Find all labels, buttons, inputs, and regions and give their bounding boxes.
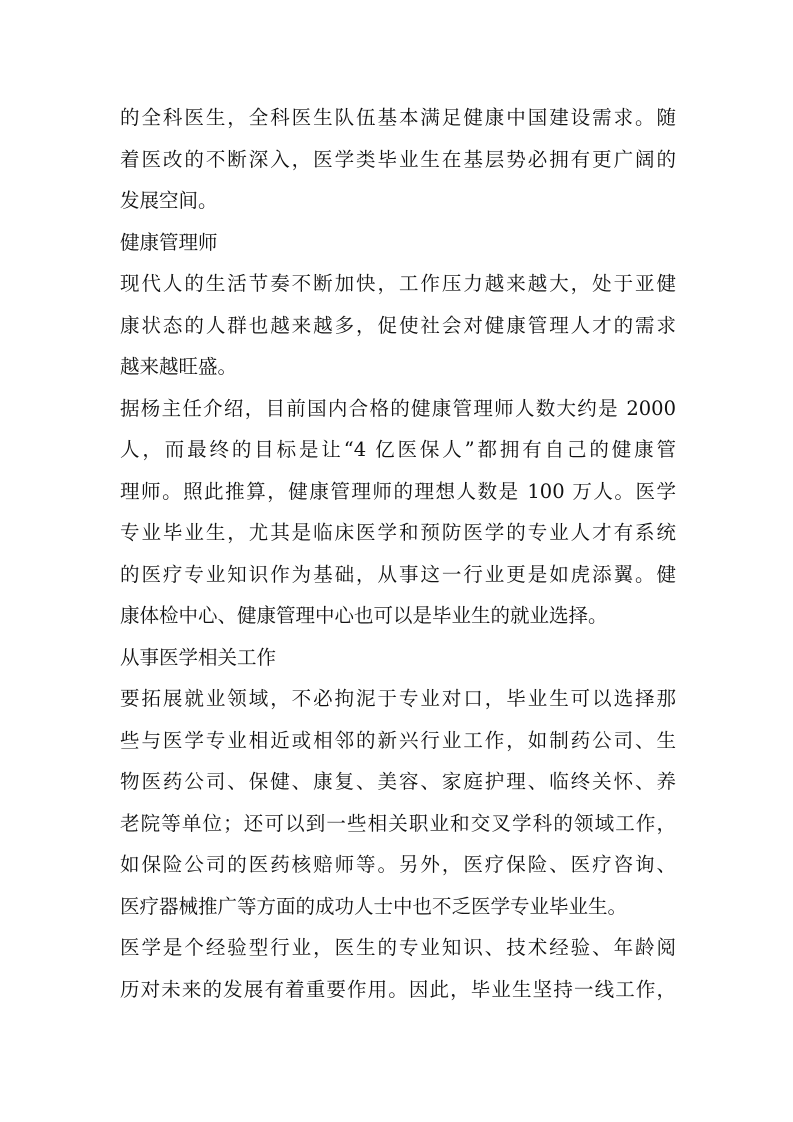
text-line: 历对未来的发展有着重要作用。因此，毕业生坚持一线工作， [120, 977, 676, 1001]
text-line: 从事医学相关工作 [120, 645, 277, 669]
text-line: 物医药公司、保健、康复、美容、家庭护理、临终关怀、养 [120, 770, 676, 793]
text-line: 越来越旺盛。 [120, 355, 238, 378]
text-line: 医学是个经验型行业，医生的专业知识、技术经验、年龄阅 [120, 936, 676, 959]
text-line: 着医改的不断深入，医学类毕业生在基层势必拥有更广阔的 [120, 147, 676, 171]
text-line: 的全科医生，全科医生队伍基本满足健康中国建设需求。随 [120, 106, 676, 129]
text-line: 据杨主任介绍，目前国内合格的健康管理师人数大约是 2000 [120, 396, 676, 420]
text-line: 康状态的人群也越来越多，促使社会对健康管理人才的需求 [120, 313, 676, 337]
text-line: 些与医学专业相近或相邻的新兴行业工作，如制药公司、生 [120, 728, 676, 752]
text-line: 健康管理师 [120, 230, 218, 254]
text-line: 理师。照此推算，健康管理师的理想人数是 100 万人。医学 [120, 479, 676, 503]
text-line: 康体检中心、健康管理中心也可以是毕业生的就业选择。 [120, 604, 608, 627]
document-body [120, 97, 676, 1010]
text-line: 发展空间。 [120, 189, 218, 212]
text-line: 要拓展就业领域，不必拘泥于专业对口，毕业生可以选择那 [120, 687, 676, 710]
text-line: 人，而最终的目标是让“4 亿医保人”都拥有自己的健康管 [120, 438, 676, 461]
text-line: 医疗器械推广等方面的成功人士中也不乏医学专业毕业生。 [120, 894, 628, 918]
text-line: 的医疗专业知识作为基础，从事这一行业更是如虎添翼。健 [120, 562, 676, 586]
text-line: 老院等单位；还可以到一些相关职业和交叉学科的领域工作， [120, 811, 676, 835]
text-line: 现代人的生活节奏不断加快，工作压力越来越大，处于亚健 [120, 272, 676, 295]
text-line: 如保险公司的医药核赔师等。另外，医疗保险、医疗咨询、 [120, 853, 676, 876]
text-line: 专业毕业生，尤其是临床医学和预防医学的专业人才有系统 [120, 521, 676, 544]
